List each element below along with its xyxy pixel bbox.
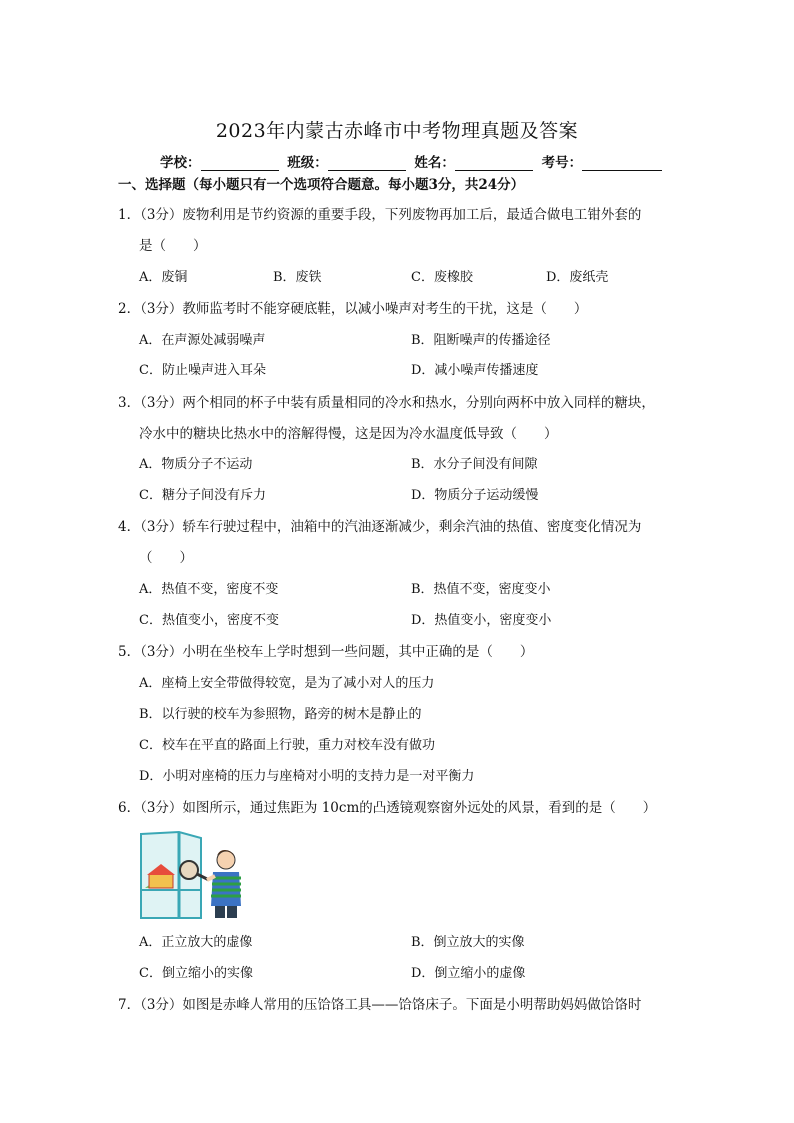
question-6-line-1: 6．（3分）如图所示，通过焦距为 10cm的凸透镜观察窗外远处的风景，看到的是（ ） (118, 800, 657, 816)
question-7-line-1: 7．（3分）如图是赤峰人常用的压饸饹工具——饸饹床子。下面是小明帮助妈妈做饸饹时 (118, 997, 642, 1013)
question-6-option-b: B．倒立放大的实像 (411, 935, 525, 950)
boy-leg-right (227, 906, 237, 918)
school-blank (201, 156, 279, 171)
question-6-option-c: C．倒立缩小的实像 (139, 966, 253, 981)
question-2-option-d: D．减小噪声传播速度 (411, 363, 539, 378)
question-3-option-b: B．水分子间没有间隙 (411, 457, 538, 472)
question-6-option-a: A．正立放大的虚像 (139, 935, 253, 950)
name-label: 姓名： (414, 155, 455, 171)
question-4-option-a: A．热值不变，密度不变 (139, 582, 279, 597)
question-3-option-c: C．糖分子间没有斥力 (139, 488, 266, 503)
question-4-line-1: 4．（3分）轿车行驶过程中，油箱中的汽油逐渐减少，剩余汽油的热值、密度变化情况为 (118, 519, 642, 535)
class-label: 班级： (287, 155, 328, 171)
question-3-option-d: D．物质分子运动缓慢 (411, 488, 539, 503)
question-3-line-2: 冷水中的糖块比热水中的溶解得慢，这是因为冷水温度低导致（ ） (139, 426, 558, 442)
boy-leg-left (215, 906, 225, 918)
school-label: 学校： (160, 155, 201, 171)
question-2-option-a: A．在声源处减弱噪声 (139, 333, 266, 348)
question-5-option-d: D．小明对座椅的压力与座椅对小明的支持力是一对平衡力 (139, 769, 475, 784)
student-info-row (160, 151, 666, 171)
question-5-option-b: B．以行驶的校车为参照物，路旁的树木是静止的 (139, 707, 422, 722)
question-4-line-2: （ ） (139, 550, 193, 566)
question-2-option-c: C．防止噪声进入耳朵 (139, 363, 266, 378)
question-6-figure-window-lens-boy (139, 830, 249, 920)
question-3-option-a: A．物质分子不运动 (139, 457, 253, 472)
question-5-option-c: C．校车在平直的路面上行驶，重力对校车没有做功 (139, 738, 435, 753)
boy-head (217, 851, 235, 869)
question-4-option-c: C．热值变小，密度不变 (139, 613, 279, 628)
page-title: 2023年内蒙古赤峰市中考物理真题及答案 (215, 120, 579, 142)
question-1-line-1: 1．（3分）废物利用是节约资源的重要手段，下列废物再加工后，最适合做电工钳外套的 (118, 207, 642, 223)
question-2-option-b: B．阻断噪声的传播途径 (411, 333, 551, 348)
question-6-option-d: D．倒立缩小的虚像 (411, 966, 526, 981)
question-4-option-d: D．热值变小，密度变小 (411, 613, 552, 628)
question-1-option-b: B．废铁 (273, 270, 322, 285)
question-1-option-d: D．废纸壳 (546, 270, 609, 285)
question-2-line-1: 2．（3分）教师监考时不能穿硬底鞋，以减小噪声对考生的干扰，这是（ ） (118, 301, 588, 317)
convex-lens (180, 861, 198, 879)
question-3-line-1: 3．（3分）两个相同的杯子中装有质量相同的冷水和热水，分别向两杯中放入同样的糖块， (118, 395, 655, 411)
exam-no-blank (582, 156, 662, 171)
section-heading: 一、选择题（每小题只有一个选项符合题意。每小题3分，共24分） (118, 177, 525, 193)
question-1-option-c: C．废橡胶 (411, 270, 473, 285)
question-1-line-2: 是（ ） (139, 238, 207, 254)
name-blank (455, 156, 533, 171)
exam-no-label: 考号： (541, 155, 583, 171)
question-5-option-a: A．座椅上安全带做得较宽，是为了减小对人的压力 (139, 676, 435, 691)
class-blank (328, 156, 406, 171)
question-4-option-b: B．热值不变，密度变小 (411, 582, 551, 597)
question-5-line-1: 5．（3分）小明在坐校车上学时想到一些问题，其中正确的是（ ） (118, 644, 534, 660)
question-1-option-a: A．废铜 (139, 270, 188, 285)
